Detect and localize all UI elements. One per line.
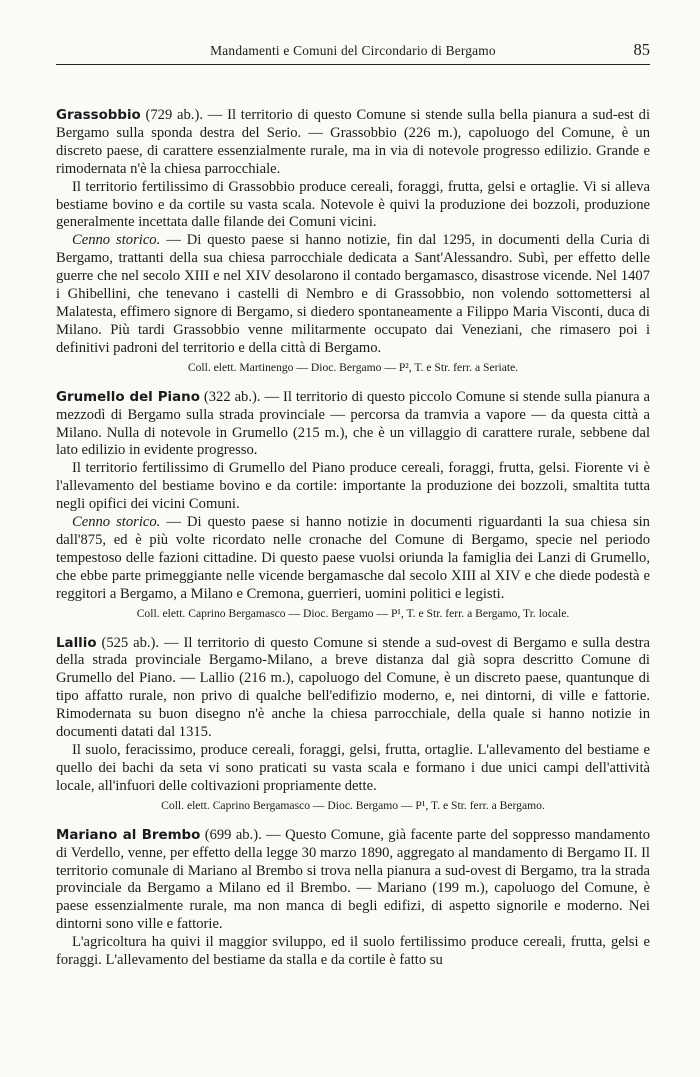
entry-paragraph: Il territorio fertilissimo di Grassobbio produce cereali, foraggi, frutta, gelsi e ortaglie. Vi si alleva bestiame bovino e da cortile su vasta scala. Notevole è quivi la produzione dei bozzoli, produzione generalmente incettata dalle filande dei Comuni vicini. [56, 178, 650, 231]
collegio-note: Coll. elett. Martinengo — Dioc. Bergamo — P², T. e Str. ferr. a Seriate. [187, 360, 519, 374]
entry-grassobbio [56, 107, 650, 375]
entry-paragraph: L'agricoltura ha quivi il maggior sviluppo, ed il suolo fertilissimo produce cereali, frutta, gelsi e foraggi. L'allevamento del bestiame da stalla e da cortile è fatto su [56, 934, 650, 969]
entry-history: Cenno storico. — Di questo paese si hanno notizie, fin dal 1295, in documenti della Curia di Bergamo, trattanti della sua chiesa parrocchiale dedicata a Sant'Alessandro. Subì, per effetto delle guerre che nel secolo XIII e nel XIV desolarono il contado bergamasco, disastrose vicende. Nel 1407 i Ghibellini, che tenevano i castelli di Nembro e di Grassobbio, non volendo sottomettersi al Malatesta, effimero signore di Bergamo, si diedero spontaneamente a Filippo Maria Visconti, duca di Milano. Più tardi Grassobbio venne militarmente occupato dai Veneziani, che rimasero poi i definitivi padroni del territorio e della città di Bergamo. [56, 232, 650, 356]
page-number: 85 [633, 40, 650, 59]
running-header [56, 40, 650, 65]
entry-name: Lallio [56, 635, 97, 651]
collegio-note: Coll. elett. Caprino Bergamasco — Dioc. Bergamo — P¹, T. e Str. ferr. a Bergamo. [161, 798, 545, 812]
entry-mariano-al-brembo [56, 827, 650, 970]
entry-paragraph: Lallio (525 ab.). — Il territorio di questo Comune si stende a sud-ovest di Bergamo e sulla destra della strada provinciale Bergamo-Milano, a breve distanza dal già sopra descritto Comune di Grumello del Piano. — Lallio (216 m.), capoluogo del Comune, è un discreto paese, quantunque di tipo affatto rurale, non privo di qualche bell'edifizio moderno, e, nei dintorni, di ville e fattorie. Rimodernata su buon disegno n'è anche la chiesa parrocchiale, della quale si hanno notizie in documenti datati dal 1315. [56, 634, 650, 741]
entry-name: Grassobbio [56, 108, 141, 123]
entry-name: Mariano al Brembo [56, 827, 201, 843]
entry-paragraph: Mariano al Brembo (699 ab.). — Questo Comune, già facente parte del soppresso mandamento di Verdello, venne, per effetto della legge 30 marzo 1890, aggregato al mandamento di Bergamo II. Il territorio comunale di Mariano al Brembo si trova nella pianura a sud-ovest di Bergamo, tra la strada provinciale da Bergamo a Milano ed il Brembo. — Mariano (199 m.), capoluogo del Comune, è paese essenzialmente rurale, ma non manca di begli edifizi, di aspetto signorile e moderno. Nei dintorni sono ville e fattorie. [56, 826, 650, 933]
running-title: Mandamenti e Comuni del Circondario di Bergamo [210, 43, 496, 58]
collegio-note: Coll. elett. Caprino Bergamasco — Dioc. Bergamo — P¹, T. e Str. ferr. a Bergamo, Tr. locale. [136, 606, 570, 620]
history-label: Cenno storico. [72, 232, 161, 249]
history-label: Cenno storico. [72, 514, 161, 531]
entry-grumello-del-piano [56, 389, 650, 621]
entry-paragraph: Il suolo, feracissimo, produce cereali, foraggi, gelsi, frutta, ortaglie. L'allevamento del bestiame e quello dei bachi da seta vi sono praticati su vasta scala e formano i due unici campi dell'attività locale, all'infuori delle coltivazioni propriamente dette. [56, 742, 650, 794]
page [56, 40, 650, 984]
entry-paragraph: Il territorio fertilissimo di Grumello del Piano produce cereali, foraggi, frutta, gelsi. Fiorente vi è l'allevamento del bestiame bovino e da cortile: importante la produzione dei bozzoli, smaltita tutta negli opifici dei vicini Comuni. [56, 460, 650, 513]
entry-paragraph: Grassobbio (729 ab.). — Il territorio di questo Comune si stende sulla bella pianura a sud-est di Bergamo sulla sponda destra del Serio. — Grassobbio (226 m.), capoluogo del Comune, è un discreto paese, di carattere essenzialmente rurale, ma in via di notevole progresso edilizio. Grande e rimodernata n'è la chiesa parrocchiale. [56, 107, 650, 177]
entry-paragraph: Grumello del Piano (322 ab.). — Il territorio di questo piccolo Comune si stende sulla pianura a mezzodì di Bergamo sulla strada provinciale — percorsa da tramvia a vapore — da questa città a Milano. Nulla di notevole in Grumello (215 m.), che è un villaggio di carattere rurale, sebbene dal lato edilizio in evidente progresso. [56, 388, 650, 459]
entry-name: Grumello del Piano [56, 389, 200, 405]
entry-lallio [56, 635, 650, 813]
entry-history: Cenno storico. — Di questo paese si hanno notizie in documenti riguardanti la sua chiesa sin dall'875, ed è più volte ricordato nelle cronache del Comune di Bergamo, specie nel periodo tempestoso delle fazioni cittadine. Di questo paese vuolsi oriunda la famiglia dei Lanzi di Grumello, che ebbe parte primeggiante nelle vicende bergamasche dal secolo XIII al XIV e che diede podestà e reggitori a Bergamo, a Milano e Cremona, guerrieri, uomini politici e legisti. [56, 514, 650, 602]
